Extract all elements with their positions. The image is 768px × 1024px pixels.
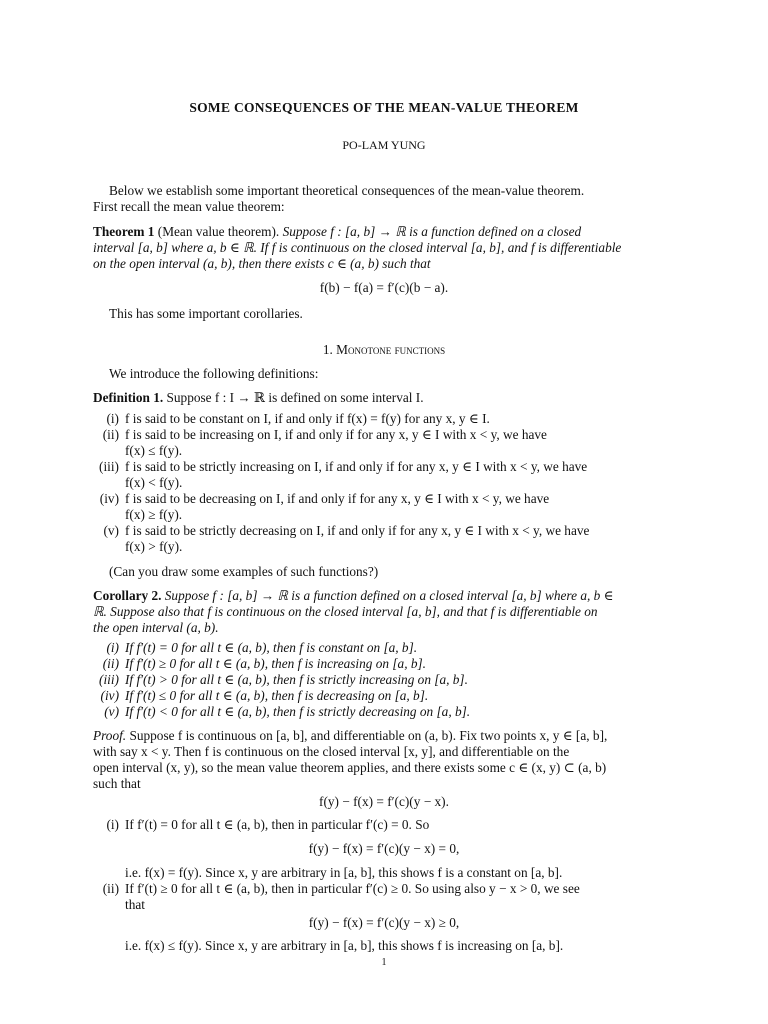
paper-author: PO-LAM YUNG — [342, 138, 426, 152]
proof-case-ii-cont: that — [125, 897, 145, 912]
paper-page: SOME CONSEQUENCES OF THE MEAN-VALUE THEOREM PO-LAM YUNG Below we establish some important theoretical consequences of the mean-value theorem. First recall the mean value theorem: Theorem 1 (Mean value theorem). Suppose f : [a, b] → ℝ is a function defined on a closed interval [a, b] where a, b ∈ ℝ. If f is continuous on the closed interval [a, b], and f is differentiable on the open interval (a, b), then there exists c ∈ (a, b) such that f(b) − f(a) = f′(c)(b − a). This has some important corollaries. 1. Monotone functions We introduce the following definitions: Definition 1. Suppose f : I → ℝ is defined on some interval I. (i) f is said to be constant on I, if and only if f(x) = f(y) for any x, y ∈ I. (ii) f is said to be increasing on I, if and only if for any x, y ∈ I with x < y, we have f(x) ≤ f(y). (iii) f is said to be strictly increasing on I, if and only if for any x, y ∈ I with x < y, we have f(x) < f(y). (iv) f is said to be decreasing on I, if and only if for any x, y ∈ I with x < y, we have f(x) ≥ f(y). (v) f is said to be strictly decreasing on I, if and only if for any x, y ∈ I with x < y, we have f(x) > f(y). (Can you draw some examples of such functions?) Corollary 2. Suppose f : [a, b] → ℝ is a function defined on a closed interval [a, b] where a, b ∈ ℝ. Suppose also that f is continuous on the closed interval [a, b], and that f is differentiable on the open interval (a, b). (i) If f′(t) = 0 for all t ∈ (a, b), then f is constant on [a, b]. (ii) If f′(t) ≥ 0 for all t ∈ (a, b), then f is increasing on [a, b]. (iii) If f′(t) > 0 for all t ∈ (a, b), then f is strictly increasing on [a, b]. (iv) If f′(t) ≤ 0 for all t ∈ (a, b), then f is decreasing on [a, b]. (v) If f′(t) < 0 for all t ∈ (a, b), then f is strictly decreasing on [a, b]. Proof. Suppose f is continuous on [a, b], and differentiable on (a, b). Fix two points x, y ∈ [a, b], with say x < y. Then f is continuous on the closed interval [x, y], and differentiable on the open interval (x, y), so the mean value theorem applies, and there exists some c ∈ (x, y) ⊂ (a, b) such that f(y) − f(x) = f′(c)(y − x). (i) If f′(t) = 0 for all t ∈ (a, b), then in particular f′(c) = 0. So f(y) − f(x) = f′(c)(y − x) = 0, i.e. f(x) = f(y). Since x, y are arbitrary in [a, b], this shows f is a constant on [a, b]. (ii) If f′(t) ≥ 0 for all t ∈ (a, b), then in particular f′(c) ≥ 0. So using also y − x > 0, we see that f(y) − f(x) = f′(c)(y − x) ≥ 0, i.e. f(x) ≤ f(y). Since x, y are arbitrary in [a, b], this shows f is increasing on [a, b]. 1 — [0, 0, 768, 1024]
def-item-v-cont: f(x) > f(y). — [125, 539, 183, 554]
proof-case-ii-conclusion: i.e. f(x) ≤ f(y). Since x, y are arbitrary in [a, b], this shows f is increasing on [a, b]. — [125, 938, 564, 953]
theorem-1-heading: Theorem 1 — [93, 224, 155, 239]
definition-1-line — [93, 390, 424, 406]
def-item-ii-cont: f(x) ≤ f(y). — [125, 443, 183, 458]
theorem-1-line-3: on the open interval (a, b), then there exists c ∈ (a, b) such that — [93, 256, 431, 271]
definition-1-heading: Definition 1. — [93, 390, 164, 405]
corollary-2-line-3: the open interval (a, b). — [93, 620, 219, 635]
theorem-1-line-2: interval [a, b] where a, b ∈ ℝ. If f is continuous on the closed interval [a, b], and f is differentiable — [93, 240, 622, 255]
proof-line-4: such that — [93, 776, 141, 791]
proof-equation-1: f(y) − f(x) = f′(c)(y − x). — [319, 794, 449, 809]
def-item-iv-cont: f(x) ≥ f(y). — [125, 507, 183, 522]
paper-title: SOME CONSEQUENCES OF THE MEAN-VALUE THEOREM — [189, 100, 579, 115]
proof-line-1: Proof. Suppose f is continuous on [a, b], and differentiable on (a, b). Fix two points x, y ∈ [a, b], — [93, 728, 608, 743]
corollaries-note: This has some important corollaries. — [109, 306, 303, 321]
corollary-2-heading: Corollary 2. — [93, 588, 162, 603]
corollary-2-line-2: ℝ. Suppose also that f is continuous on the closed interval [a, b], and that f is differentiable on — [93, 604, 598, 619]
theorem-1-text-1: Suppose f : [a, b] → ℝ is a function defined on a closed — [282, 224, 582, 239]
page-number: 1 — [381, 957, 387, 968]
theorem-1-equation: f(b) − f(a) = f′(c)(b − a). — [319, 280, 449, 295]
intro-line-2: First recall the mean value theorem: — [93, 199, 285, 214]
corollary-2-line-1: Corollary 2. Suppose f : [a, b] → ℝ is a function defined on a closed interval [a, b] where a, b ∈ — [93, 588, 614, 603]
proof-line-3: open interval (x, y), so the mean value theorem applies, and there exists some c ∈ (x, y) ⊂ (a, b) — [93, 760, 607, 775]
definition-1-text: Suppose f : I → ℝ is defined on some interval I. — [166, 390, 424, 405]
proof-heading: Proof. — [93, 728, 127, 743]
theorem-1-line-1 — [93, 224, 581, 240]
proof-case-ii-equation: f(y) − f(x) = f′(c)(y − x) ≥ 0, — [308, 915, 460, 930]
proof-case-i-conclusion: i.e. f(x) = f(y). Since x, y are arbitrary in [a, b], this shows f is a constant on [a, b]. — [125, 865, 563, 880]
section-heading-monotone: 1. Monotone functions — [322, 342, 446, 357]
theorem-1-name: (Mean value theorem). — [157, 224, 280, 239]
def-item-iii-cont: f(x) < f(y). — [125, 475, 183, 490]
proof-case-i-equation: f(y) − f(x) = f′(c)(y − x) = 0, — [308, 841, 460, 856]
intro-line-1: Below we establish some important theoretical consequences of the mean-value theorem. — [109, 183, 585, 198]
draw-question: (Can you draw some examples of such functions?) — [109, 564, 379, 579]
definitions-intro: We introduce the following definitions: — [109, 366, 319, 381]
proof-line-2: with say x < y. Then f is continuous on the closed interval [x, y], and differentiable on the — [93, 744, 570, 759]
